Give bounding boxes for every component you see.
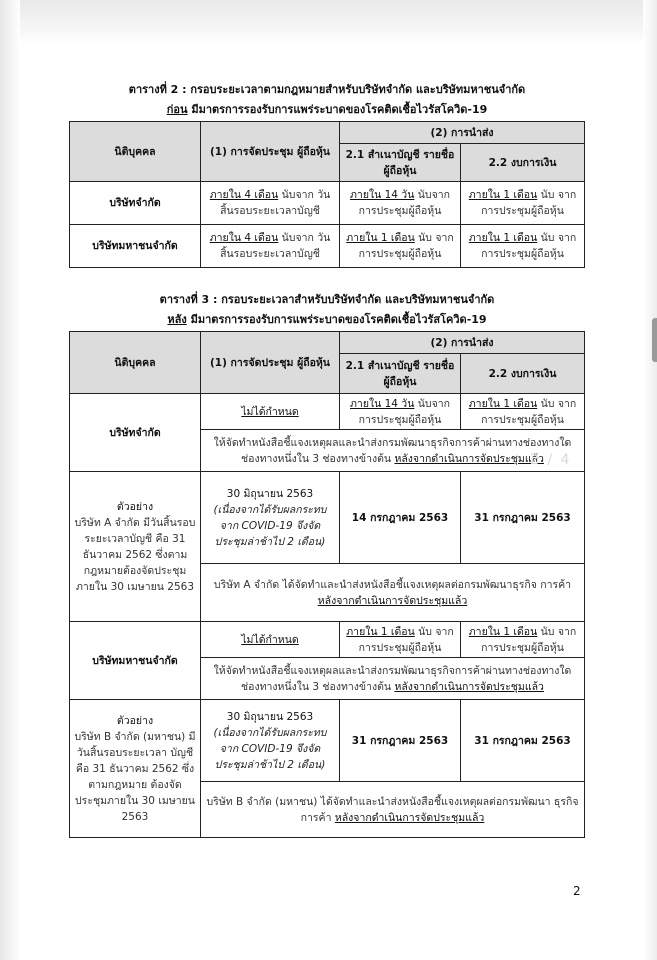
table3-header-submission: (2) การนำส่ง bbox=[340, 332, 585, 354]
table2-company-meeting bbox=[201, 182, 340, 225]
table3-company-fs bbox=[461, 394, 585, 430]
example-title: ตัวอย่าง bbox=[116, 714, 154, 727]
deadline-emphasis: ภายใน 4 เดือน bbox=[209, 232, 279, 244]
deadline-text: นับ จากการประชุมผู้ถือหุ้น bbox=[481, 397, 577, 426]
table3-entity-company: บริษัทจำกัด bbox=[70, 394, 201, 472]
table2-company-fs bbox=[461, 182, 585, 225]
table3-company-example bbox=[70, 472, 201, 622]
deadline-text: นับ จากการประชุมผู้ถือหุ้น bbox=[358, 232, 454, 260]
viewer-right-shade bbox=[643, 0, 657, 960]
table2-public-meeting bbox=[201, 225, 340, 268]
note-text: ให้จัดทำหนังสือชี้แจงเหตุผลและนำส่งกรมพัฒนาธุรกิจการค้าผ่านทางช่องทางใด ช่องทางหนึ่งใน 3 ช่องทางข้างต้น bbox=[213, 664, 572, 693]
deadline-text: นับจาก การประชุมผู้ถือหุ้น bbox=[358, 189, 450, 217]
page-number: 2 bbox=[573, 884, 581, 898]
viewer-top-shade bbox=[0, 0, 657, 45]
table3-public-list bbox=[340, 622, 461, 658]
table2-caption-line2 bbox=[68, 100, 586, 120]
table-row bbox=[70, 182, 585, 225]
example-title: ตัวอย่าง bbox=[116, 500, 154, 513]
example-meeting-note: (เนื่องจากได้รับผลกระทบ จาก COVID-19 จึงจัด ประชุมล่าช้าไป 2 เดือน) bbox=[213, 503, 327, 548]
table3-header-shareholder-list: 2.1 สำเนาบัญชี รายชื่อผู้ถือหุ้น bbox=[340, 354, 461, 394]
deadline-text: นับจาก การประชุมผู้ถือหุ้น bbox=[358, 397, 450, 426]
table2-header-financial-statements: 2.2 งบการเงิน bbox=[461, 144, 585, 182]
table3-company-example-fs: 31 กรกฎาคม 2563 bbox=[461, 472, 585, 564]
deadline-text: นับ จากการประชุมผู้ถือหุ้น bbox=[358, 625, 454, 654]
table3-company-example-meeting bbox=[201, 472, 340, 564]
table3-caption-line2 bbox=[68, 310, 586, 330]
deadline-emphasis: ภายใน 4 เดือน bbox=[209, 189, 279, 201]
table2-header-submission: (2) การนำส่ง bbox=[340, 122, 585, 144]
example-meeting-date: 30 มิถุนายน 2563 bbox=[226, 487, 314, 500]
deadline-text: นับจาก วันสิ้นรอบระยะเวลาบัญชี bbox=[220, 232, 331, 260]
table3-public-example bbox=[70, 700, 201, 838]
table3-entity-public: บริษัทมหาชนจำกัด bbox=[70, 622, 201, 700]
table3-company-note bbox=[201, 430, 585, 472]
note-emphasis: หลังจากดำเนินการจัดประชุมแล้ว bbox=[334, 811, 485, 824]
deadline-emphasis: ภายใน 1 เดือน bbox=[468, 232, 538, 244]
table2-header-entity: นิติบุคคล bbox=[70, 122, 201, 182]
table2-company-list bbox=[340, 182, 461, 225]
table2-header-shareholder-list: 2.1 สำเนาบัญชี รายชื่อผู้ถือหุ้น bbox=[340, 144, 461, 182]
table3-company-list bbox=[340, 394, 461, 430]
table2-public-list bbox=[340, 225, 461, 268]
table3 bbox=[69, 331, 585, 838]
table2-caption-rest: มีมาตรการรองรับการแพร่ระบาดของโรคติดเชื้อไวรัสโควิด-19 bbox=[187, 103, 488, 116]
table3-caption-after: หลัง bbox=[167, 313, 187, 326]
note-emphasis: หลังจากดำเนินการจัดประชุมแล้ว bbox=[394, 452, 544, 465]
table2 bbox=[69, 121, 585, 268]
viewer-left-shade bbox=[0, 0, 20, 960]
deadline-emphasis: ภายใน 1 เดือน bbox=[468, 189, 538, 201]
table3-company-example-list: 14 กรกฎาคม 2563 bbox=[340, 472, 461, 564]
table3-header-meeting: (1) การจัดประชุม ผู้ถือหุ้น bbox=[201, 332, 340, 394]
table3-public-note bbox=[201, 658, 585, 700]
table3-caption-rest: มีมาตรการรองรับการแพร่ระบาดของโรคติดเชื้อไวรัสโควิด-19 bbox=[186, 313, 487, 326]
table-row bbox=[70, 225, 585, 268]
deadline-text: นับจาก วันสิ้นรอบระยะเวลาบัญชี bbox=[220, 189, 331, 217]
example-text: บริษัท A จำกัด มีวันสิ้นรอบระยะเวลาบัญชี คือ 31 ธันวาคม 2562 ซึ่งตามกฎหมายต้องจัดประชุมภายใน 30 เมษายน 2563 bbox=[74, 516, 196, 593]
note-emphasis: หลังจากดำเนินการจัดประชุมแล้ว bbox=[394, 680, 544, 693]
table3-public-example-fs: 31 กรกฎาคม 2563 bbox=[461, 700, 585, 782]
table3-caption-line1: ตารางที่ 3 : กรอบระยะเวลาสำหรับบริษัทจำกัด และบริษัทมหาชนจำกัด bbox=[159, 293, 495, 306]
table2-public-fs bbox=[461, 225, 585, 268]
note-text: บริษัท B จำกัด (มหาชน) ได้จัดทำและนำส่งหนังสือชี้แจงเหตุผลต่อกรมพัฒนา ธุรกิจการค้า bbox=[206, 795, 579, 824]
table3-public-example-meeting bbox=[201, 700, 340, 782]
note-emphasis: หลังจากดำเนินการจัดประชุมแล้ว bbox=[317, 594, 468, 607]
table-row bbox=[70, 394, 585, 430]
table3-public-meeting bbox=[201, 622, 340, 658]
table2-caption-before: ก่อน bbox=[166, 103, 188, 116]
deadline-emphasis: ภายใน 14 วัน bbox=[350, 189, 415, 201]
deadline-emphasis: ภายใน 1 เดือน bbox=[346, 232, 415, 244]
note-text: บริษัท A จำกัด ได้จัดทำและนำส่งหนังสือชี้แจงเหตุผลต่อกรมพัฒนาธุรกิจ การค้า bbox=[213, 578, 572, 591]
table2-header-meeting: (1) การจัดประชุม ผู้ถือหุ้น bbox=[201, 122, 340, 182]
table3-company-example-note bbox=[201, 564, 585, 622]
table3-header-financial-statements: 2.2 งบการเงิน bbox=[461, 354, 585, 394]
table-row bbox=[70, 622, 585, 658]
table2-entity-public: บริษัทมหาชนจำกัด bbox=[70, 225, 201, 268]
not-specified-text: ไม่ได้กำหนด bbox=[241, 405, 299, 418]
table2-caption-line1: ตารางที่ 2 : กรอบระยะเวลาตามกฎหมายสำหรับบริษัทจำกัด และบริษัทมหาชนจำกัด bbox=[128, 83, 526, 96]
table3-company-meeting bbox=[201, 394, 340, 430]
scroll-indicator[interactable] bbox=[652, 318, 657, 362]
deadline-emphasis: ภายใน 1 เดือน bbox=[468, 625, 538, 638]
deadline-text: นับ จากการประชุมผู้ถือหุ้น bbox=[481, 189, 577, 217]
note-text: ให้จัดทำหนังสือชี้แจงเหตุผลและนำส่งกรมพัฒนาธุรกิจการค้าผ่านทางช่องทางใด ช่องทางหนึ่งใน 3 ช่องทางข้างต้น bbox=[213, 436, 572, 465]
example-text: บริษัท B จำกัด (มหาชน) มีวันสิ้นรอบระยะเวลา บัญชี คือ 31 ธันวาคม 2562 ซึ่งตามกฎหมาย ต้องจัดประชุมภายใน 30 เมษายน 2563 bbox=[74, 730, 196, 823]
table3-public-fs bbox=[461, 622, 585, 658]
example-meeting-date: 30 มิถุนายน 2563 bbox=[226, 710, 314, 723]
table3-header-entity: นิติบุคคล bbox=[70, 332, 201, 394]
deadline-text: นับ จากการประชุมผู้ถือหุ้น bbox=[481, 625, 577, 654]
table3-public-example-note bbox=[201, 782, 585, 838]
deadline-emphasis: ภายใน 14 วัน bbox=[350, 397, 415, 410]
table-row bbox=[70, 700, 585, 782]
page-counter-watermark: 2 / 4 bbox=[530, 452, 572, 468]
table2-entity-company: บริษัทจำกัด bbox=[70, 182, 201, 225]
deadline-text: นับ จากการประชุมผู้ถือหุ้น bbox=[481, 232, 577, 260]
example-meeting-note: (เนื่องจากได้รับผลกระทบ จาก COVID-19 จึงจัด ประชุมล่าช้าไป 2 เดือน) bbox=[213, 726, 327, 771]
deadline-emphasis: ภายใน 1 เดือน bbox=[468, 397, 538, 410]
deadline-emphasis: ภายใน 1 เดือน bbox=[346, 625, 415, 638]
not-specified-text: ไม่ได้กำหนด bbox=[241, 633, 299, 646]
table3-public-example-list: 31 กรกฎาคม 2563 bbox=[340, 700, 461, 782]
table-row bbox=[70, 472, 585, 564]
